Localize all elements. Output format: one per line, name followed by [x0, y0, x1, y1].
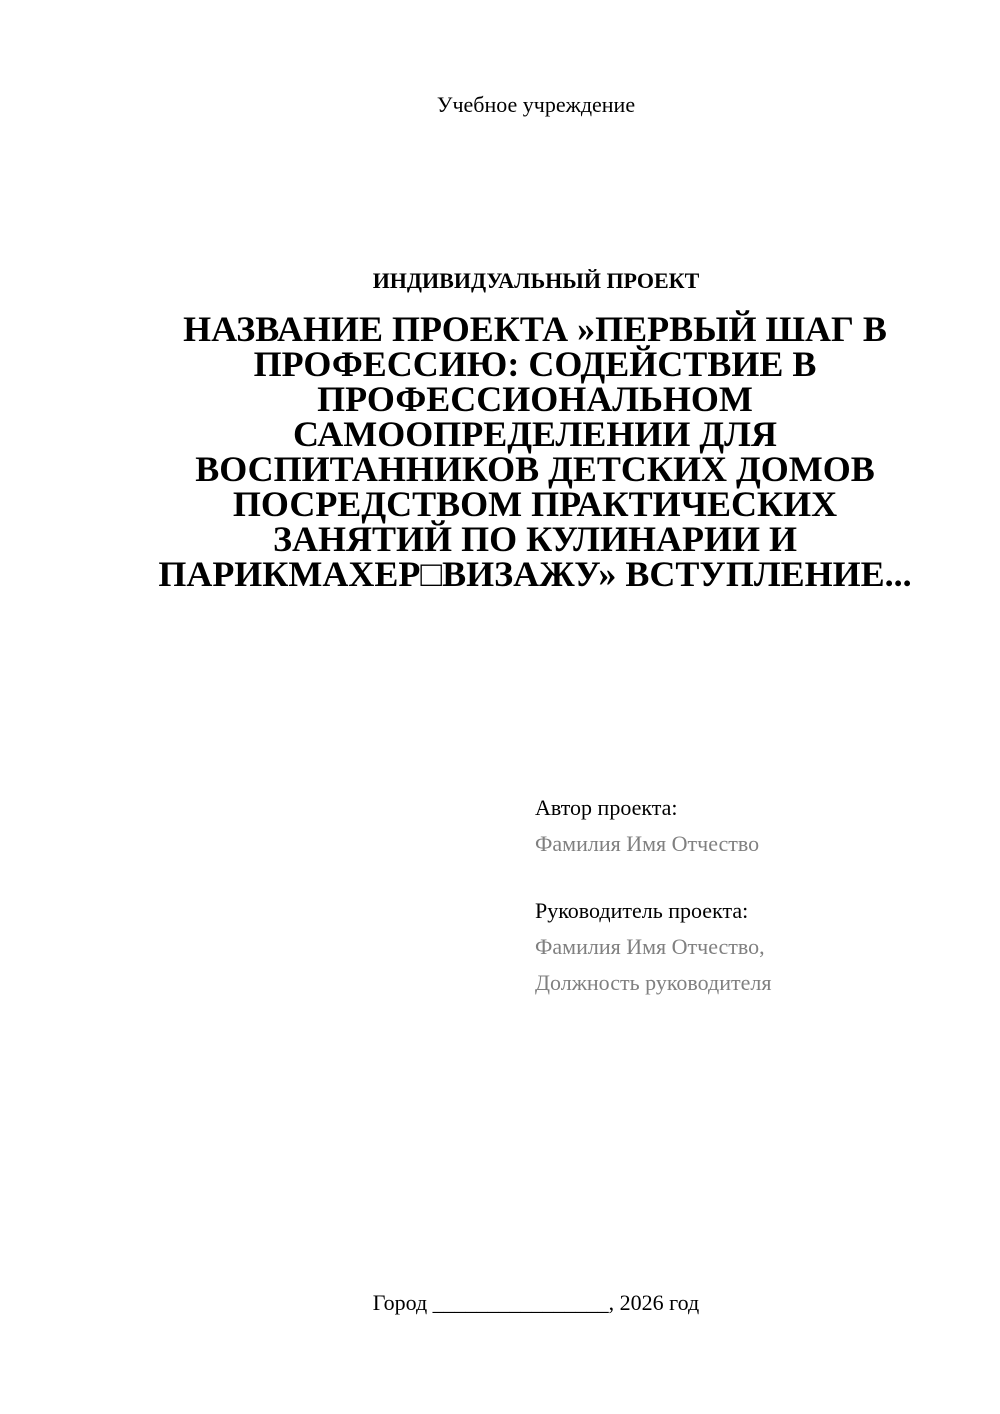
author-name-placeholder: Фамилия Имя Отчество	[535, 831, 760, 856]
institution-name: Учебное учреждение	[436, 92, 636, 117]
block-spacer	[535, 862, 975, 893]
city-year-line: Город ________________, 2026 год	[372, 1290, 700, 1315]
author-block	[535, 790, 975, 1001]
project-title: НАЗВАНИЕ ПРОЕКТА »ПЕРВЫЙ ШАГ В ПРОФЕССИЮ: СОДЕЙСТВИЕ В ПРОФЕССИОНАЛЬНОМ САМООПРЕДЕЛЕНИИ ДЛЯ ВОСПИТАННИКОВ ДЕТСКИХ ДОМОВ ПОСРЕДСТВОМ ПРАКТИЧЕСКИХ ЗАНЯТИЙ ПО КУЛИНАРИИ И ПАРИКМАХЕР□ВИЗАЖУ» ВСТУПЛЕНИЕ...	[158, 309, 912, 594]
author-label: Автор проекта:	[535, 795, 678, 820]
supervisor-position-placeholder: Должность руководителя	[535, 970, 772, 995]
supervisor-name-placeholder: Фамилия Имя Отчество,	[535, 934, 765, 959]
project-type-heading: ИНДИВИДУАЛЬНЫЙ ПРОЕКТ	[372, 268, 700, 293]
supervisor-label: Руководитель проекта:	[535, 898, 749, 923]
